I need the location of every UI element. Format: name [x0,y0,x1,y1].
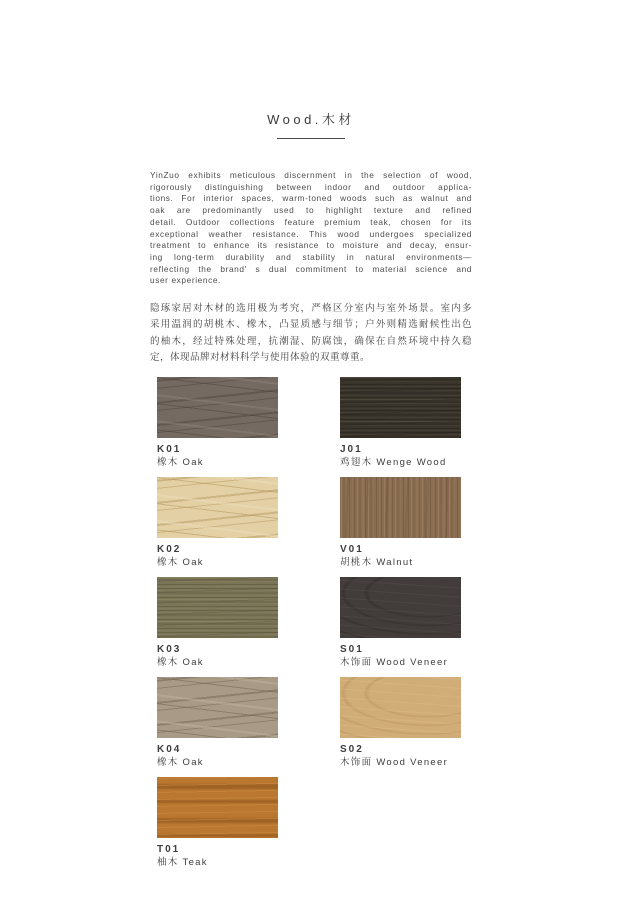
title-underline [277,138,345,139]
intro-en-line: tions. For interior spaces, warm-toned woods such as walnut and [150,193,472,204]
swatch-code: S02 [340,744,364,755]
intro-en-line: exceptional weather resistance. This wood undergoes specialized [150,228,472,239]
wood-swatch-image [157,377,278,438]
swatch-name: 橡木 Oak [157,557,204,568]
swatch-name: 柚木 Teak [157,857,208,868]
swatch-cell-j01 [340,377,530,469]
swatch-cell-v01 [340,477,530,569]
swatch-code: K03 [157,644,182,655]
wood-swatch-image [340,577,461,638]
swatch-name: 木饰面 Wood Veneer [340,657,449,668]
swatch-cell-k04 [157,677,347,769]
intro-en-line: ing long-term durability and stability in natural environments— [150,251,472,262]
wood-swatch-image [340,677,461,738]
swatch-name: 橡木 Oak [157,757,204,768]
wood-swatch-image [340,477,461,538]
swatch-code: K04 [157,744,182,755]
swatch-code: V01 [340,544,364,555]
intro-zh-line: 的柚木，经过特殊处理，抗潮湿、防腐蚀，确保在自然环境中持久稳 [150,335,472,347]
swatch-name: 橡木 Oak [157,657,204,668]
swatch-name: 鸡翅木 Wenge Wood [340,457,447,468]
intro-en-line: rigorously distinguishing between indoor and outdoor applica- [150,181,472,192]
swatch-name: 胡桃木 Walnut [340,557,414,568]
swatch-cell-k01 [157,377,347,469]
text-column [150,0,472,366]
swatch-cell-s01 [340,577,530,669]
intro-zh-line: 定，体现品牌对材料科学与使用体验的双重尊重。 [150,351,371,363]
intro-en-line: reflecting the brand' s dual commitment to material science and [150,263,472,274]
swatch-cell-k03 [157,577,347,669]
wood-swatch-image [157,677,278,738]
swatch-cell-s02 [340,677,530,769]
swatch-code: K02 [157,544,182,555]
swatch-code: K01 [157,444,182,455]
swatch-cell-t01 [157,777,347,869]
swatch-name: 橡木 Oak [157,457,204,468]
wood-swatch-image [340,377,461,438]
intro-paragraph-english [150,170,472,287]
swatch-code: T01 [157,844,181,855]
intro-en-line: user experience. [150,275,221,286]
intro-en-line: oak are predominantly used to highlight texture and refined [150,205,472,216]
swatch-code: J01 [340,444,363,455]
intro-en-line: YinZuo exhibits meticulous discernment in the selection of wood, [150,170,472,180]
swatch-name: 木饰面 Wood Veneer [340,757,449,768]
intro-zh-line: 隐琢家居对木材的选用极为考究，严格区分室内与室外场景。室内多 [150,303,472,315]
wood-swatch-image [157,577,278,638]
wood-swatch-image [157,777,278,838]
page-title: Wood.木材 [267,112,355,127]
intro-zh-line: 采用温润的胡桃木、橡木，凸显质感与细节；户外则精选耐候性出色 [150,319,472,331]
wood-swatch-image [157,477,278,538]
intro-en-line: treatment to enhance its resistance to moisture and decay, ensur- [150,240,472,251]
intro-paragraph-chinese [150,301,472,366]
swatch-code: S01 [340,644,364,655]
swatch-cell-k02 [157,477,347,569]
intro-en-line: detail. Outdoor collections feature premium teak, chosen for its [150,216,472,227]
